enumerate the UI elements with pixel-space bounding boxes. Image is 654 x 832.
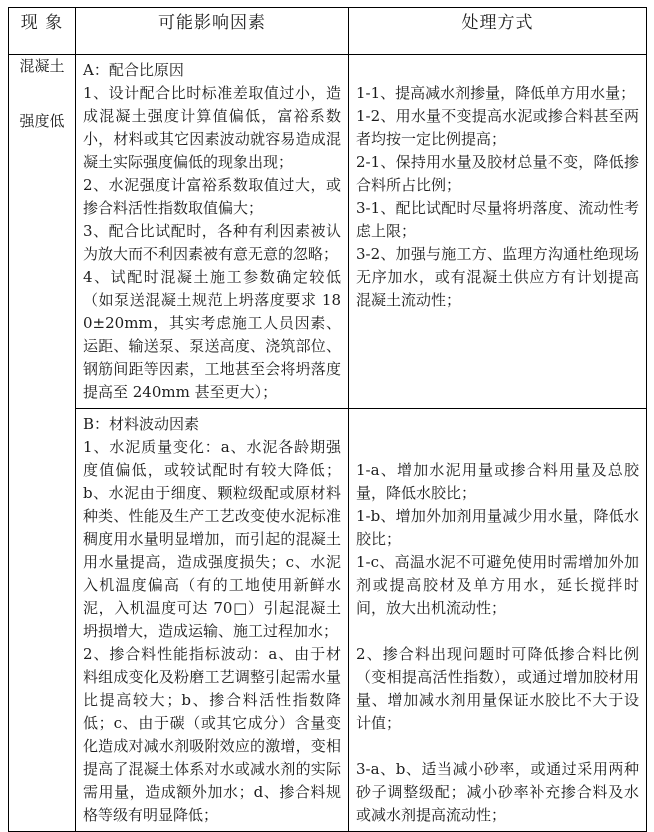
treatment-a-item-3: 2-1、保持用水量及胶材总量不变，降低掺合料所占比例； bbox=[356, 153, 639, 194]
phenomenon-cell bbox=[9, 55, 76, 832]
treatment-a-item-4: 3-1、配比试配时尽量将坍落度、流动性考虑上限； bbox=[356, 199, 639, 240]
factor-a-item-2: 2、水泥强度计富裕系数取值过大，或掺合料活性指数取值偏大； bbox=[83, 176, 341, 217]
factor-b-item-2: 2、掺合料性能指标波动：a、由于材料组成变化及粉磨工艺调整引起需水量比提高较大；b、掺合料活性指数降低；c、由于碳（或其它成分）含量变化造成对减水剂吸附效应的激增，变相提高了混凝土体系对水或减水剂的实际需用量，造成额外加水；d、掺合料规格等级有明显降低； bbox=[83, 645, 341, 824]
header-factors: 可能影响因素 bbox=[76, 8, 349, 55]
factors-cell-b bbox=[76, 409, 349, 832]
treatment-b-item-1c: 1-c、高温水泥不可避免使用时需增加外加剂或提高胶材及单方用水，延长搅拌时间，放大出机流动性； bbox=[356, 553, 639, 617]
factor-a-heading: A：配合比原因 bbox=[83, 61, 184, 79]
header-treatment: 处理方式 bbox=[349, 8, 647, 55]
factor-a-item-1: 1、设计配合比时标准差取值过小，造成混凝土强度计算值偏低，富裕系数小，材料或其它因素波动就容易造成混凝土实际强度偏低的现象出现； bbox=[83, 84, 341, 171]
phenomenon-line-2: 强度低 bbox=[19, 112, 65, 130]
treatment-a-item-5: 3-2、加强与施工方、监理方沟通杜绝现场无序加水，或有混凝土供应方有计划提高混凝土流动性； bbox=[356, 245, 639, 309]
treatments-cell-a bbox=[349, 55, 647, 409]
treatment-b-item-3ab: 3-a、b、适当减小砂率，或通过采用两种砂子调整级配；减小砂率补充掺合料及水或减水剂提高流动性； bbox=[356, 760, 639, 824]
phenomenon-line-1: 混凝土 bbox=[19, 57, 65, 75]
treatment-a-item-1: 1-1、提高减水剂掺量，降低单方用水量； bbox=[356, 84, 636, 102]
treatment-b-item-1a: 1-a、增加水泥用量或掺合料用量及总胶量，降低水胶比； bbox=[356, 461, 639, 502]
factor-b-heading: B：材料波动因素 bbox=[83, 415, 200, 433]
factor-b-item-1: 1、水泥质量变化：a、水泥各龄期强度值偏低，或较试配时有较大降低；b、水泥由于细度、颗粒级配或原材料种类、性能及生产工艺改变使水泥标准稠度用水量明显增加，而引起的混凝土用水量提高，造成强度损失；c、水泥入机温度偏高（有的工地使用新鲜水泥，入机温度可达 70□）引起混凝土坍损增大，造成运输、施工过程加水； bbox=[83, 438, 341, 640]
treatment-b-item-2: 2、掺合料出现问题时可降低掺合料比例（变相提高活性指数），或通过增加胶材用量、增加减水剂用量保证水胶比不大于设计值； bbox=[356, 645, 639, 732]
table-header-row bbox=[9, 8, 647, 55]
table-row-b bbox=[9, 409, 647, 832]
factor-a-item-4: 4、试配时混凝土施工参数确定较低（如泵送混凝土规范上坍落度要求 180±20mm，其实考虑施工人员因素、运距、输送泵、泵送高度、浇筑部位、钢筋间距等因素，工地甚至会将坍落度提高至 240mm 甚至更大）； bbox=[83, 268, 341, 401]
factors-cell-a bbox=[76, 55, 349, 409]
table-row-a bbox=[9, 55, 647, 409]
treatment-b-item-1b: 1-b、增加外加剂用量减少用水量，降低水胶比； bbox=[356, 507, 639, 548]
concrete-issue-table bbox=[8, 7, 647, 832]
treatments-cell-b bbox=[349, 409, 647, 832]
treatment-a-item-2: 1-2、用水量不变提高水泥或掺合料甚至两者均按一定比例提高； bbox=[356, 107, 639, 148]
factor-a-item-3: 3、配合比试配时，各种有利因素被认为放大而不利因素被有意无意的忽略； bbox=[83, 222, 341, 263]
header-phenomenon: 现 象 bbox=[9, 8, 76, 55]
